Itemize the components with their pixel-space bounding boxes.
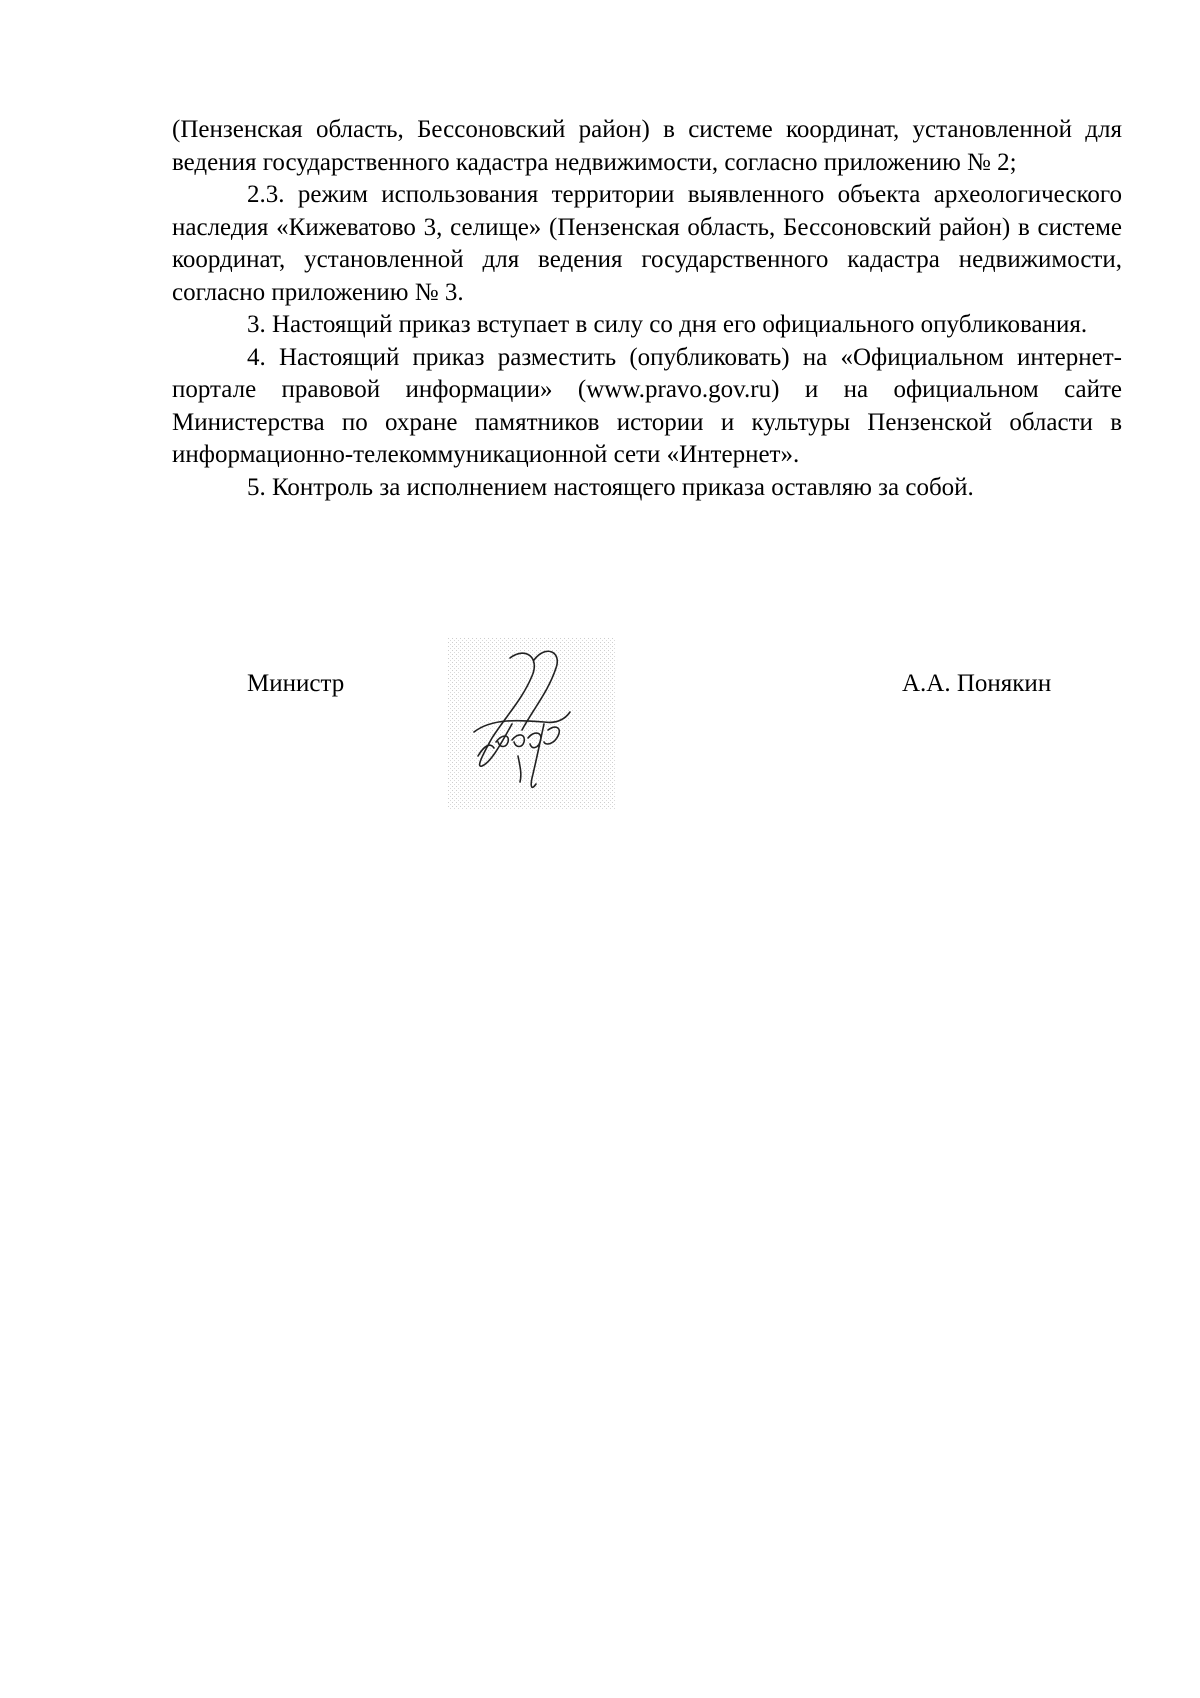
paragraph-continuation: (Пензенская область, Бессоновский район) в системе координат, установленной для ведения государственного кадастра недвижимости, согласно приложению № 2; — [172, 116, 1122, 176]
handwritten-signature — [448, 638, 616, 810]
paragraph-4: 4. Настоящий приказ разместить (опубликовать) на «Официальном интернет-портале правовой информации» (www.pravo.gov.ru) и на официальном сайте Министерства по охране памятников истории и культуры Пензенской области в информационно-телекоммуникационной сети «Интернет». — [172, 343, 1122, 468]
paragraph-2-3: 2.3. режим использования территории выявленного объекта археологического наследия «Кижеватово 3, селище» (Пензенская область, Бессоновский район) в системе координат, установленной для ведения государственного кадастра недвижимости, согласно приложению № 3. — [172, 181, 1122, 306]
paragraph-3: 3. Настоящий приказ вступает в силу со дня его официального опубликования. — [247, 311, 1088, 338]
signature-block — [0, 670, 1200, 850]
signer-name: А.А. Понякин — [902, 670, 1052, 697]
signer-title: Министр — [247, 670, 345, 697]
document-body — [172, 114, 1122, 504]
paragraph-5: 5. Контроль за исполнением настоящего приказа оставляю за собой. — [247, 473, 974, 501]
